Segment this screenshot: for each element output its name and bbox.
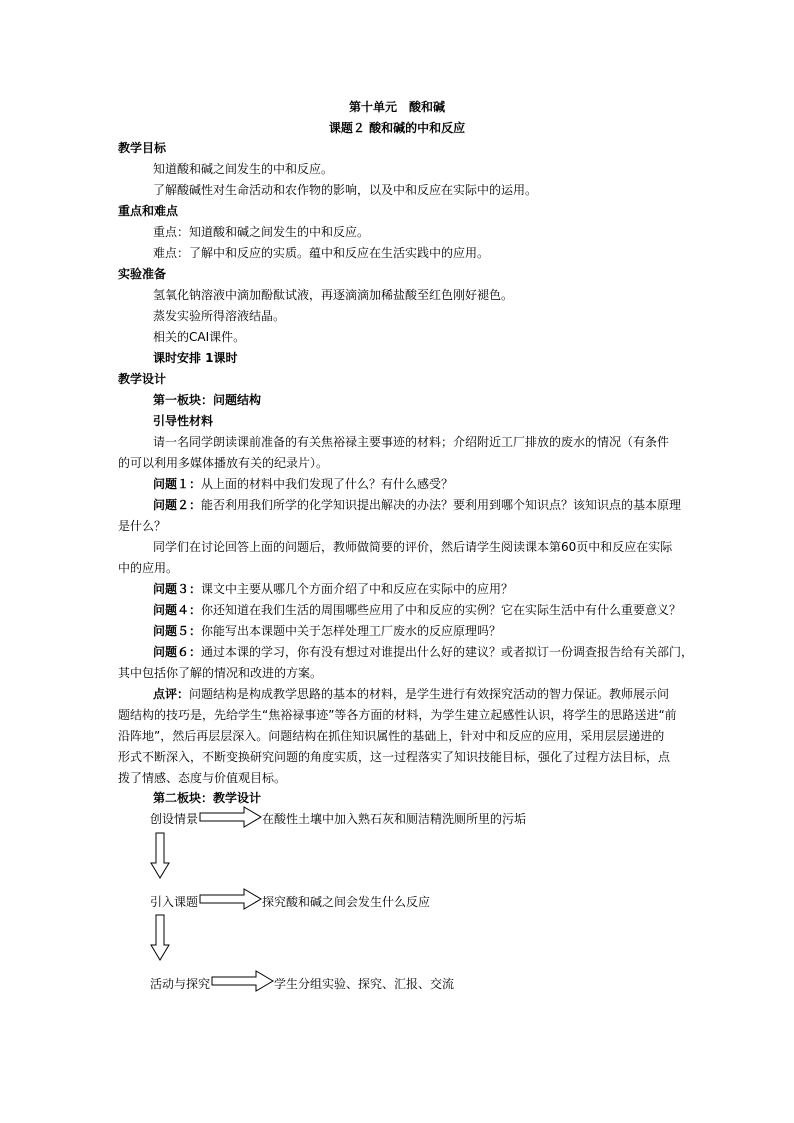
- question-6: [153, 644, 693, 660]
- keypoints-heading: 重点和难点: [118, 204, 179, 218]
- right-arrow-icon: [200, 888, 262, 910]
- flow-text-3: 学生分组实验、探究、汇报、交流: [274, 977, 455, 991]
- question-text: 通过本课的学习，你有没有想过对谁提出什么好的建议？或者拟订一份调查报告给有关部门，: [201, 645, 694, 659]
- discussion-text: 同学们在讨论回答上面的问题后，教师做简要的评价，然后请学生阅读课本第60页中和反应在实际: [153, 540, 673, 554]
- design-heading: 教学设计: [118, 372, 167, 386]
- comment-text: 沿阵地”，然后再层层深入。问题结构在抓住知识属性的基础上，针对中和反应的应用，采用层层递进的: [118, 729, 665, 743]
- question-5: [153, 623, 501, 639]
- schedule: 课时安排 1课时: [153, 351, 238, 365]
- question-text: 能否利用我们所学的化学知识提出解决的办法？要利用到哪个知识点？该知识点的基本原理: [201, 498, 682, 512]
- question-6-cont: 其中包括你了解的情况和改进的方案。: [118, 666, 323, 680]
- goal-item: 知道酸和碱之间发生的中和反应。: [153, 162, 334, 176]
- question-label: 问题６：: [153, 645, 202, 659]
- flow-text-1: 在酸性土壤中加入熟石灰和厕洁精洗厕所里的污垢: [262, 812, 527, 826]
- block1-heading: 第一板块：问题结构: [153, 393, 262, 407]
- prep-item: 氢氧化钠溶液中滴加酚酞试液，再逐滴滴加稀盐酸至红色刚好褪色。: [153, 288, 514, 302]
- flow-label-2: 引入课题: [150, 895, 199, 909]
- down-arrow-icon: [150, 833, 170, 879]
- flow-label-3: 活动与探究: [150, 977, 211, 991]
- right-arrow-icon: [200, 806, 262, 828]
- question-2-cont: 是什么？: [118, 519, 167, 533]
- question-text: 课文中主要从哪几个方面介绍了中和反应在实际中的应用？: [201, 582, 514, 596]
- down-arrow-icon: [150, 915, 170, 961]
- intro-text: 请一名同学朗读课前准备的有关焦裕禄主要事迹的材料；介绍附近工厂排放的废水的情况（有条件: [153, 435, 670, 449]
- question-2: [153, 497, 681, 513]
- question-3: [153, 581, 513, 597]
- question-label: 问题４：: [153, 603, 202, 617]
- unit-title: 第十单元 酸和碱: [348, 100, 445, 114]
- goal-item: 了解酸碱性对生命活动和农作物的影响，以及中和反应在实际中的运用。: [153, 183, 538, 197]
- block2-heading: 第二板块：教学设计: [153, 791, 262, 805]
- question-label: 问题１：: [153, 477, 202, 491]
- question-4: [153, 602, 681, 618]
- comment-text: 拨了情感、态度与价值观目标。: [118, 771, 287, 785]
- question-text: 你还知道在我们生活的周围哪些应用了中和反应的实例？它在实际生活中有什么重要意义？: [201, 603, 682, 617]
- comment-text: 题结构的技巧是，先给学生“焦裕禄事迹”等各方面的材料，为学生建立起感性认识，将学生的思路送进“前: [118, 708, 677, 722]
- discussion-text: 中的应用。: [118, 561, 179, 575]
- question-label: 问题３：: [153, 582, 202, 596]
- intro-text: 的可以利用多媒体播放有关的纪录片）。: [118, 456, 329, 470]
- comment-text: 问题结构是构成教学思路的基本的材料，是学生进行有效探究活动的智力保证。教师展示问: [189, 687, 670, 701]
- comment: [153, 686, 669, 702]
- question-text: 你能写出本课题中关于怎样处理工厂废水的反应原理吗？: [201, 624, 502, 638]
- prep-item: 相关的CAI课件。: [153, 330, 246, 344]
- flow-label-1: 创设情景: [150, 812, 199, 826]
- flow-text-2: 探究酸和碱之间会发生什么反应: [262, 895, 431, 909]
- right-arrow-icon: [212, 970, 274, 992]
- question-label: 问题５：: [153, 624, 202, 638]
- keypoint-item: 难点：了解中和反应的实质。蕴中和反应在生活实践中的应用。: [153, 246, 490, 260]
- comment-label: 点评：: [153, 687, 190, 701]
- material-heading: 引导性材料: [153, 414, 214, 428]
- prep-item: 蒸发实验所得溶液结晶。: [153, 309, 286, 323]
- question-label: 问题２：: [153, 498, 202, 512]
- prep-heading: 实验准备: [118, 267, 167, 281]
- question-1: [153, 476, 453, 492]
- keypoint-item: 重点：知道酸和碱之间发生的中和反应。: [153, 225, 370, 239]
- lesson-subtitle: 课题２ 酸和碱的中和反应: [328, 121, 466, 135]
- comment-text: 形式不断深入，不断变换研究问题的角度实质，这一过程落实了知识技能目标，强化了过程方法目标，点: [118, 750, 671, 764]
- goals-heading: 教学目标: [118, 141, 167, 155]
- question-text: 从上面的材料中我们发现了什么？有什么感受？: [201, 477, 454, 491]
